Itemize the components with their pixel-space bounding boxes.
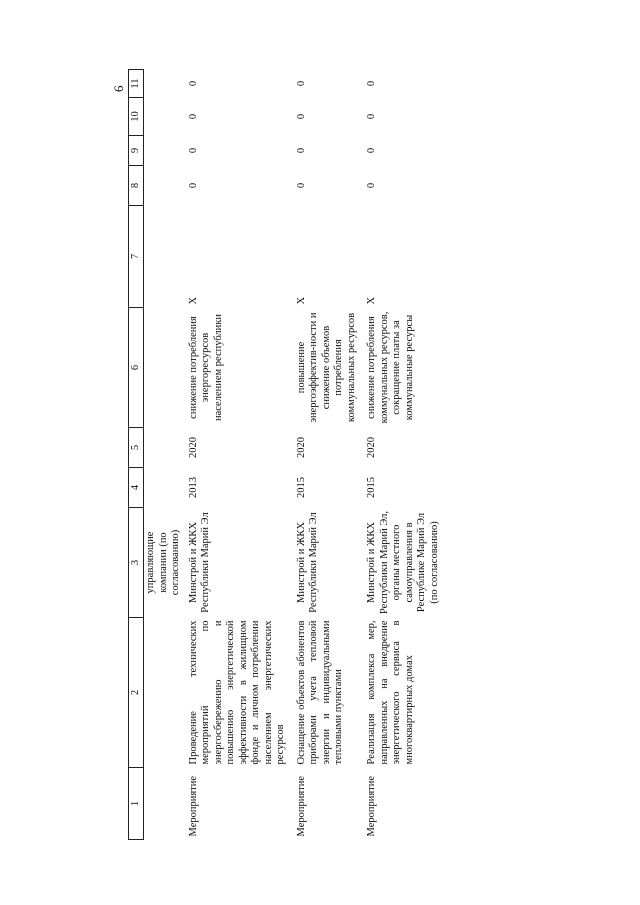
row-expected-result: снижение потребления энергоресурсов населением республики — [187, 313, 224, 422]
row-measure-name: Оснащение объектов абонентов приборами учета тепловой энергии и индивидуальными тепловыми пунктами — [295, 620, 344, 765]
row-measure-name: Реализация комплекса мер, направленных на внедрение энергетического сервиса в многоквартирных домах — [366, 620, 415, 765]
column-number: 6 — [129, 308, 144, 428]
column-number: 10 — [129, 98, 144, 136]
rotated-table-sheet — [111, 70, 540, 840]
row-col9: 0 — [366, 147, 377, 154]
row-end-year: 2020 — [187, 437, 199, 458]
column-number: 1 — [129, 768, 144, 840]
table-row — [364, 70, 447, 840]
row-col9: 0 — [295, 147, 307, 154]
column-number: 4 — [129, 468, 144, 508]
row-expected-result: снижение потребления коммунальных ресурсов, сокращение платы за коммунальные ресурсы — [366, 311, 415, 424]
row-type: Мероприятие — [295, 775, 307, 837]
continuation-executor: управляющие компании (по согласованию) — [145, 529, 181, 596]
row-start-year: 2015 — [366, 477, 377, 498]
table-row — [186, 70, 294, 840]
row-end-year: 2020 — [366, 437, 377, 458]
row-start-year: 2015 — [295, 477, 307, 498]
row-col10: 0 — [366, 113, 377, 120]
row-executor: Минстрой и ЖКХ Республики Марий Эл — [187, 512, 211, 613]
row-executor: Минстрой и ЖКХ Республики Марий Эл, органы местного самоуправления в Республике Марий Эл (по согласованию) — [366, 510, 440, 615]
row-col11: 0 — [187, 80, 199, 87]
column-number: 2 — [129, 618, 144, 768]
row-col7: X — [187, 296, 199, 305]
table-row — [294, 70, 365, 840]
row-measure-name: Проведение технических мероприятий по энергосбережению и повышению энергетической эффективности в жилищном фонде и личном потреблении населением энергетических ресурсов — [187, 620, 286, 765]
row-start-year: 2013 — [187, 477, 199, 498]
row-col11: 0 — [295, 80, 307, 87]
row-end-year: 2020 — [295, 437, 307, 458]
page-number: 6 — [111, 85, 126, 92]
row-col7: X — [366, 296, 377, 305]
row-col8: 0 — [187, 182, 199, 189]
row-type: Мероприятие — [366, 775, 377, 837]
column-number: 8 — [129, 166, 144, 206]
column-number: 5 — [129, 428, 144, 468]
continuation-row — [144, 70, 186, 840]
column-number: 7 — [129, 206, 144, 308]
program-measures-table — [128, 69, 447, 840]
row-col10: 0 — [295, 113, 307, 120]
row-col8: 0 — [295, 182, 307, 189]
column-number: 11 — [129, 70, 144, 98]
row-executor: Минстрой и ЖКХ Республики Марий Эл — [295, 512, 319, 613]
row-col9: 0 — [187, 147, 199, 154]
row-col7: X — [295, 296, 307, 305]
column-number: 3 — [129, 508, 144, 618]
column-number-row — [129, 70, 144, 840]
column-number: 9 — [129, 136, 144, 166]
row-col10: 0 — [187, 113, 199, 120]
row-col8: 0 — [366, 182, 377, 189]
row-expected-result: повышение энергоэффектив-ности и снижение объемов потребления коммунальных ресурсов — [295, 312, 357, 423]
row-col11: 0 — [366, 80, 377, 87]
row-type: Мероприятие — [187, 775, 199, 837]
